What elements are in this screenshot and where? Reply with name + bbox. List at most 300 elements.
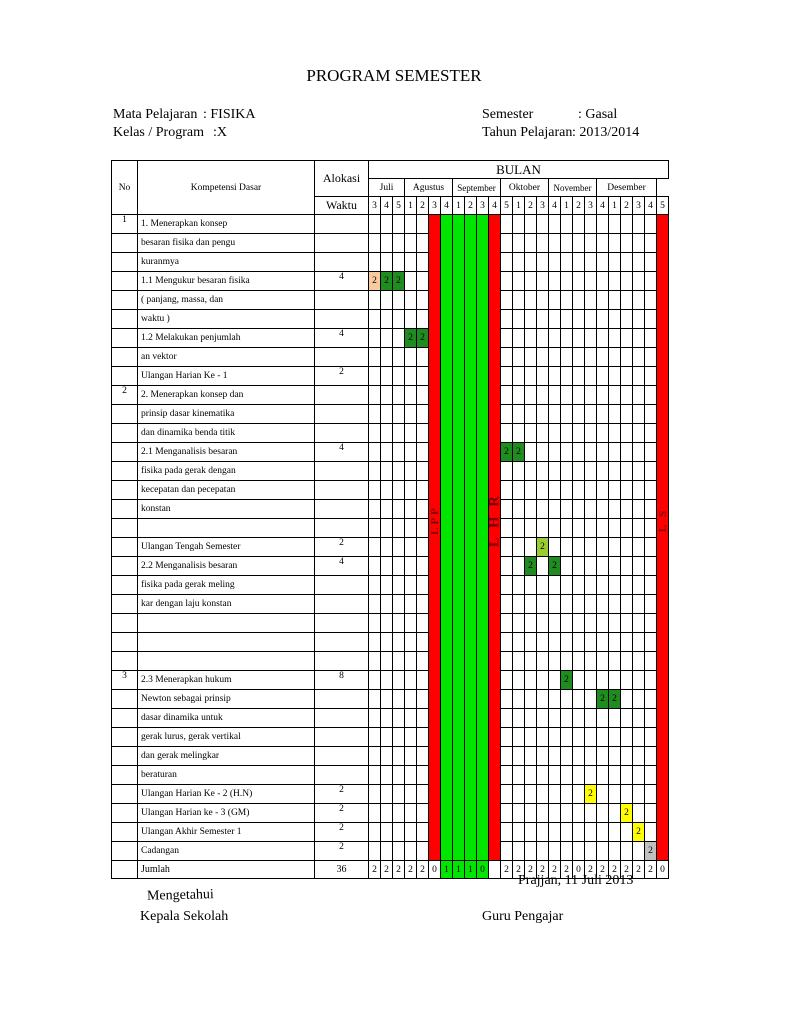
week-cell — [549, 576, 561, 595]
row-alokasi — [315, 709, 369, 728]
week-cell — [621, 690, 633, 709]
week-cell — [393, 785, 405, 804]
week-cell — [417, 747, 429, 766]
week-cell — [537, 728, 549, 747]
week-cell — [585, 329, 597, 348]
row-no — [112, 728, 138, 747]
special-column-24 — [657, 215, 669, 861]
week-cell: 2 — [549, 557, 561, 576]
week-cell — [561, 500, 573, 519]
week-cell — [597, 424, 609, 443]
week-cell — [393, 405, 405, 424]
jumlah-value: 1 — [453, 861, 465, 879]
week-cell — [525, 785, 537, 804]
week-cell — [501, 424, 513, 443]
week-cell — [585, 234, 597, 253]
row-alokasi — [315, 424, 369, 443]
week-cell — [525, 671, 537, 690]
row-no — [112, 424, 138, 443]
table-row — [112, 443, 669, 462]
week-number: 2 — [417, 197, 429, 215]
week-cell — [633, 272, 645, 291]
table-row — [112, 557, 669, 576]
week-number: 4 — [441, 197, 453, 215]
week-cell — [513, 785, 525, 804]
week-cell — [537, 519, 549, 538]
week-cell — [525, 424, 537, 443]
week-cell — [573, 519, 585, 538]
week-cell — [537, 367, 549, 386]
program-semester-table — [111, 160, 669, 879]
week-cell — [573, 690, 585, 709]
week-cell — [561, 443, 573, 462]
week-cell — [525, 766, 537, 785]
week-cell — [585, 652, 597, 671]
week-cell — [537, 747, 549, 766]
row-kompetensi: 2.1 Menganalisis besaran — [138, 443, 315, 462]
week-cell — [417, 633, 429, 652]
week-cell — [417, 500, 429, 519]
row-kompetensi: waktu ) — [138, 310, 315, 329]
week-cell — [561, 291, 573, 310]
week-cell — [513, 747, 525, 766]
week-cell — [405, 728, 417, 747]
table-row — [112, 823, 669, 842]
week-cell — [369, 519, 381, 538]
week-cell — [585, 405, 597, 424]
week-cell — [633, 842, 645, 861]
week-cell — [513, 633, 525, 652]
week-cell: 2 — [393, 272, 405, 291]
week-cell — [405, 595, 417, 614]
week-cell — [633, 804, 645, 823]
week-cell — [633, 367, 645, 386]
week-cell — [585, 538, 597, 557]
week-cell — [417, 576, 429, 595]
week-cell — [393, 766, 405, 785]
week-cell: 2 — [609, 690, 621, 709]
week-cell — [393, 424, 405, 443]
kd-header: Kompetensi Dasar — [138, 161, 315, 215]
week-cell — [501, 291, 513, 310]
week-cell — [621, 310, 633, 329]
week-cell — [405, 557, 417, 576]
week-number: 4 — [549, 197, 561, 215]
week-cell — [381, 405, 393, 424]
week-cell — [405, 842, 417, 861]
week-cell — [537, 785, 549, 804]
week-cell — [405, 234, 417, 253]
row-alokasi — [315, 405, 369, 424]
week-cell — [573, 614, 585, 633]
week-cell — [381, 424, 393, 443]
week-cell — [633, 481, 645, 500]
week-cell — [417, 557, 429, 576]
row-alokasi — [315, 462, 369, 481]
week-cell — [645, 690, 657, 709]
week-cell — [513, 462, 525, 481]
week-cell — [405, 405, 417, 424]
week-cell — [393, 823, 405, 842]
week-cell — [609, 652, 621, 671]
table-row — [112, 614, 669, 633]
week-cell — [609, 804, 621, 823]
week-cell — [381, 671, 393, 690]
row-no — [112, 462, 138, 481]
week-cell — [381, 804, 393, 823]
special-column-7 — [453, 215, 465, 861]
row-alokasi — [315, 291, 369, 310]
week-cell — [393, 842, 405, 861]
week-cell — [513, 272, 525, 291]
week-cell — [537, 462, 549, 481]
table-row — [112, 538, 669, 557]
week-cell — [621, 253, 633, 272]
row-kompetensi: Ulangan Akhir Semester 1 — [138, 823, 315, 842]
week-cell — [597, 329, 609, 348]
week-cell — [561, 234, 573, 253]
week-cell — [381, 614, 393, 633]
week-cell — [597, 348, 609, 367]
week-cell — [369, 728, 381, 747]
week-cell — [405, 709, 417, 728]
week-cell — [549, 709, 561, 728]
week-number: 3 — [633, 197, 645, 215]
week-cell — [369, 215, 381, 234]
week-cell: 2 — [633, 823, 645, 842]
week-cell — [405, 272, 417, 291]
week-cell — [609, 443, 621, 462]
week-number: 5 — [657, 197, 669, 215]
week-cell — [513, 538, 525, 557]
week-cell — [369, 614, 381, 633]
week-cell — [417, 690, 429, 709]
week-cell — [549, 652, 561, 671]
row-no — [112, 785, 138, 804]
week-cell — [369, 234, 381, 253]
week-cell — [645, 804, 657, 823]
week-cell — [597, 652, 609, 671]
week-cell — [537, 234, 549, 253]
week-cell — [393, 215, 405, 234]
week-cell — [609, 367, 621, 386]
week-cell — [573, 367, 585, 386]
week-cell — [573, 348, 585, 367]
week-cell — [573, 291, 585, 310]
week-cell — [621, 747, 633, 766]
week-cell — [417, 443, 429, 462]
week-cell — [561, 709, 573, 728]
week-cell — [501, 557, 513, 576]
week-cell — [633, 348, 645, 367]
week-cell — [561, 823, 573, 842]
week-cell — [549, 633, 561, 652]
week-cell — [645, 747, 657, 766]
week-cell — [645, 823, 657, 842]
week-cell — [597, 215, 609, 234]
week-cell — [645, 348, 657, 367]
week-cell — [609, 424, 621, 443]
week-cell — [393, 576, 405, 595]
week-cell — [621, 633, 633, 652]
week-cell — [381, 386, 393, 405]
week-cell — [393, 481, 405, 500]
week-cell — [549, 443, 561, 462]
row-kompetensi: beraturan — [138, 766, 315, 785]
week-cell — [393, 728, 405, 747]
column-label: L H R — [486, 492, 502, 548]
week-cell — [549, 215, 561, 234]
week-cell — [621, 500, 633, 519]
week-cell — [501, 215, 513, 234]
week-cell — [381, 462, 393, 481]
week-cell — [381, 709, 393, 728]
week-cell — [381, 785, 393, 804]
week-cell — [585, 766, 597, 785]
week-cell — [369, 709, 381, 728]
week-cell — [501, 709, 513, 728]
week-cell — [549, 481, 561, 500]
jumlah-value — [489, 861, 501, 879]
month-agustus: Agustus — [405, 179, 453, 197]
week-cell — [381, 576, 393, 595]
row-kompetensi: dan dinamika benda titik — [138, 424, 315, 443]
week-cell — [393, 386, 405, 405]
week-cell — [417, 538, 429, 557]
week-cell: 2 — [501, 443, 513, 462]
row-no — [112, 823, 138, 842]
week-cell — [393, 462, 405, 481]
week-cell — [609, 310, 621, 329]
week-cell — [597, 747, 609, 766]
week-cell — [573, 747, 585, 766]
week-cell — [501, 785, 513, 804]
week-number: 2 — [621, 197, 633, 215]
week-number: 3 — [477, 197, 489, 215]
jumlah-value: 2 — [537, 861, 549, 879]
week-cell — [609, 500, 621, 519]
week-cell — [537, 842, 549, 861]
week-cell — [537, 823, 549, 842]
week-cell — [513, 253, 525, 272]
row-kompetensi: dasar dinamika untuk — [138, 709, 315, 728]
week-cell — [381, 367, 393, 386]
week-cell — [633, 614, 645, 633]
week-cell — [369, 804, 381, 823]
row-no — [112, 747, 138, 766]
week-cell — [585, 671, 597, 690]
row-kompetensi — [138, 633, 315, 652]
week-cell — [609, 766, 621, 785]
week-cell — [633, 595, 645, 614]
week-cell — [537, 310, 549, 329]
week-cell — [549, 804, 561, 823]
week-cell — [381, 595, 393, 614]
week-cell — [513, 671, 525, 690]
week-cell — [405, 291, 417, 310]
week-cell — [393, 234, 405, 253]
week-number: 3 — [369, 197, 381, 215]
week-cell — [633, 310, 645, 329]
week-cell — [381, 728, 393, 747]
jumlah-value: 0 — [477, 861, 489, 879]
week-cell: 2 — [525, 557, 537, 576]
week-cell — [561, 462, 573, 481]
week-cell — [597, 842, 609, 861]
week-cell — [561, 310, 573, 329]
week-cell — [513, 842, 525, 861]
week-cell — [621, 728, 633, 747]
week-cell — [525, 272, 537, 291]
week-cell — [645, 424, 657, 443]
row-alokasi: 2 — [315, 538, 369, 557]
month-desember: Desember — [597, 179, 657, 197]
week-cell — [549, 329, 561, 348]
week-cell — [417, 291, 429, 310]
row-alokasi — [315, 766, 369, 785]
week-cell — [501, 234, 513, 253]
week-cell — [369, 424, 381, 443]
row-alokasi — [315, 728, 369, 747]
week-cell — [537, 709, 549, 728]
tahun-value: : 2013/2014 — [572, 125, 640, 140]
week-cell: 2 — [537, 538, 549, 557]
table-row — [112, 481, 669, 500]
row-kompetensi: besaran fisika dan pengu — [138, 234, 315, 253]
week-cell — [369, 842, 381, 861]
row-alokasi: 4 — [315, 557, 369, 576]
week-cell — [621, 785, 633, 804]
week-cell — [381, 652, 393, 671]
week-cell — [585, 576, 597, 595]
week-cell — [525, 652, 537, 671]
week-cell — [621, 348, 633, 367]
week-cell — [609, 728, 621, 747]
week-number: 1 — [561, 197, 573, 215]
week-cell — [501, 652, 513, 671]
week-cell — [417, 614, 429, 633]
row-kompetensi: an vektor — [138, 348, 315, 367]
week-cell — [369, 671, 381, 690]
week-cell — [549, 766, 561, 785]
week-cell — [585, 367, 597, 386]
week-cell — [609, 481, 621, 500]
row-kompetensi: prinsip dasar kinematika — [138, 405, 315, 424]
row-no — [112, 633, 138, 652]
week-number: 3 — [585, 197, 597, 215]
week-number: 4 — [597, 197, 609, 215]
week-cell — [561, 747, 573, 766]
week-cell — [513, 367, 525, 386]
row-kompetensi: 2.3 Menerapkan hukum — [138, 671, 315, 690]
week-cell — [393, 253, 405, 272]
week-cell — [513, 234, 525, 253]
jumlah-value: 2 — [501, 861, 513, 879]
special-column-6 — [441, 215, 453, 861]
week-number: 5 — [501, 197, 513, 215]
week-cell — [537, 443, 549, 462]
week-cell — [381, 291, 393, 310]
week-number: 1 — [453, 197, 465, 215]
week-cell — [633, 386, 645, 405]
week-cell — [417, 310, 429, 329]
week-number: 3 — [429, 197, 441, 215]
row-kompetensi: konstan — [138, 500, 315, 519]
week-cell — [417, 348, 429, 367]
week-cell — [549, 348, 561, 367]
row-kompetensi: kar dengan laju konstan — [138, 595, 315, 614]
jumlah-value: 2 — [633, 861, 645, 879]
week-cell — [405, 367, 417, 386]
week-cell — [561, 614, 573, 633]
week-number: 2 — [525, 197, 537, 215]
row-alokasi — [315, 576, 369, 595]
row-alokasi — [315, 386, 369, 405]
week-cell — [621, 272, 633, 291]
row-no — [112, 500, 138, 519]
week-cell — [417, 671, 429, 690]
week-cell — [417, 215, 429, 234]
row-no — [112, 614, 138, 633]
week-cell — [381, 557, 393, 576]
week-cell — [633, 443, 645, 462]
week-cell: 2 — [585, 785, 597, 804]
week-cell — [609, 614, 621, 633]
row-alokasi: 4 — [315, 443, 369, 462]
week-cell — [405, 804, 417, 823]
row-no — [112, 766, 138, 785]
week-cell — [381, 348, 393, 367]
row-kompetensi: Ulangan Tengah Semester — [138, 538, 315, 557]
row-no — [112, 576, 138, 595]
week-cell — [585, 747, 597, 766]
week-cell — [549, 272, 561, 291]
week-cell — [537, 405, 549, 424]
jumlah-value: 2 — [609, 861, 621, 879]
week-cell — [597, 367, 609, 386]
week-cell — [525, 747, 537, 766]
week-cell — [513, 595, 525, 614]
table-row — [112, 367, 669, 386]
semester-label: Semester — [482, 107, 534, 122]
week-cell — [597, 823, 609, 842]
waktu-header: Waktu — [315, 197, 369, 215]
week-number: 4 — [645, 197, 657, 215]
row-kompetensi: Ulangan Harian ke - 3 (GM) — [138, 804, 315, 823]
week-cell — [369, 747, 381, 766]
week-cell — [609, 272, 621, 291]
month-september: September — [453, 179, 501, 197]
week-cell — [405, 481, 417, 500]
week-cell — [609, 234, 621, 253]
jumlah-value: 2 — [621, 861, 633, 879]
week-cell — [609, 823, 621, 842]
week-cell — [585, 804, 597, 823]
jumlah-value: 2 — [645, 861, 657, 879]
row-no — [112, 310, 138, 329]
jumlah-value: 2 — [513, 861, 525, 879]
week-cell — [501, 405, 513, 424]
week-cell — [573, 633, 585, 652]
week-cell — [561, 652, 573, 671]
week-cell — [633, 291, 645, 310]
week-cell — [573, 557, 585, 576]
row-alokasi — [315, 595, 369, 614]
jumlah-no — [112, 861, 138, 879]
week-cell — [645, 291, 657, 310]
week-cell — [573, 272, 585, 291]
row-kompetensi: kecepatan dan pecepatan — [138, 481, 315, 500]
